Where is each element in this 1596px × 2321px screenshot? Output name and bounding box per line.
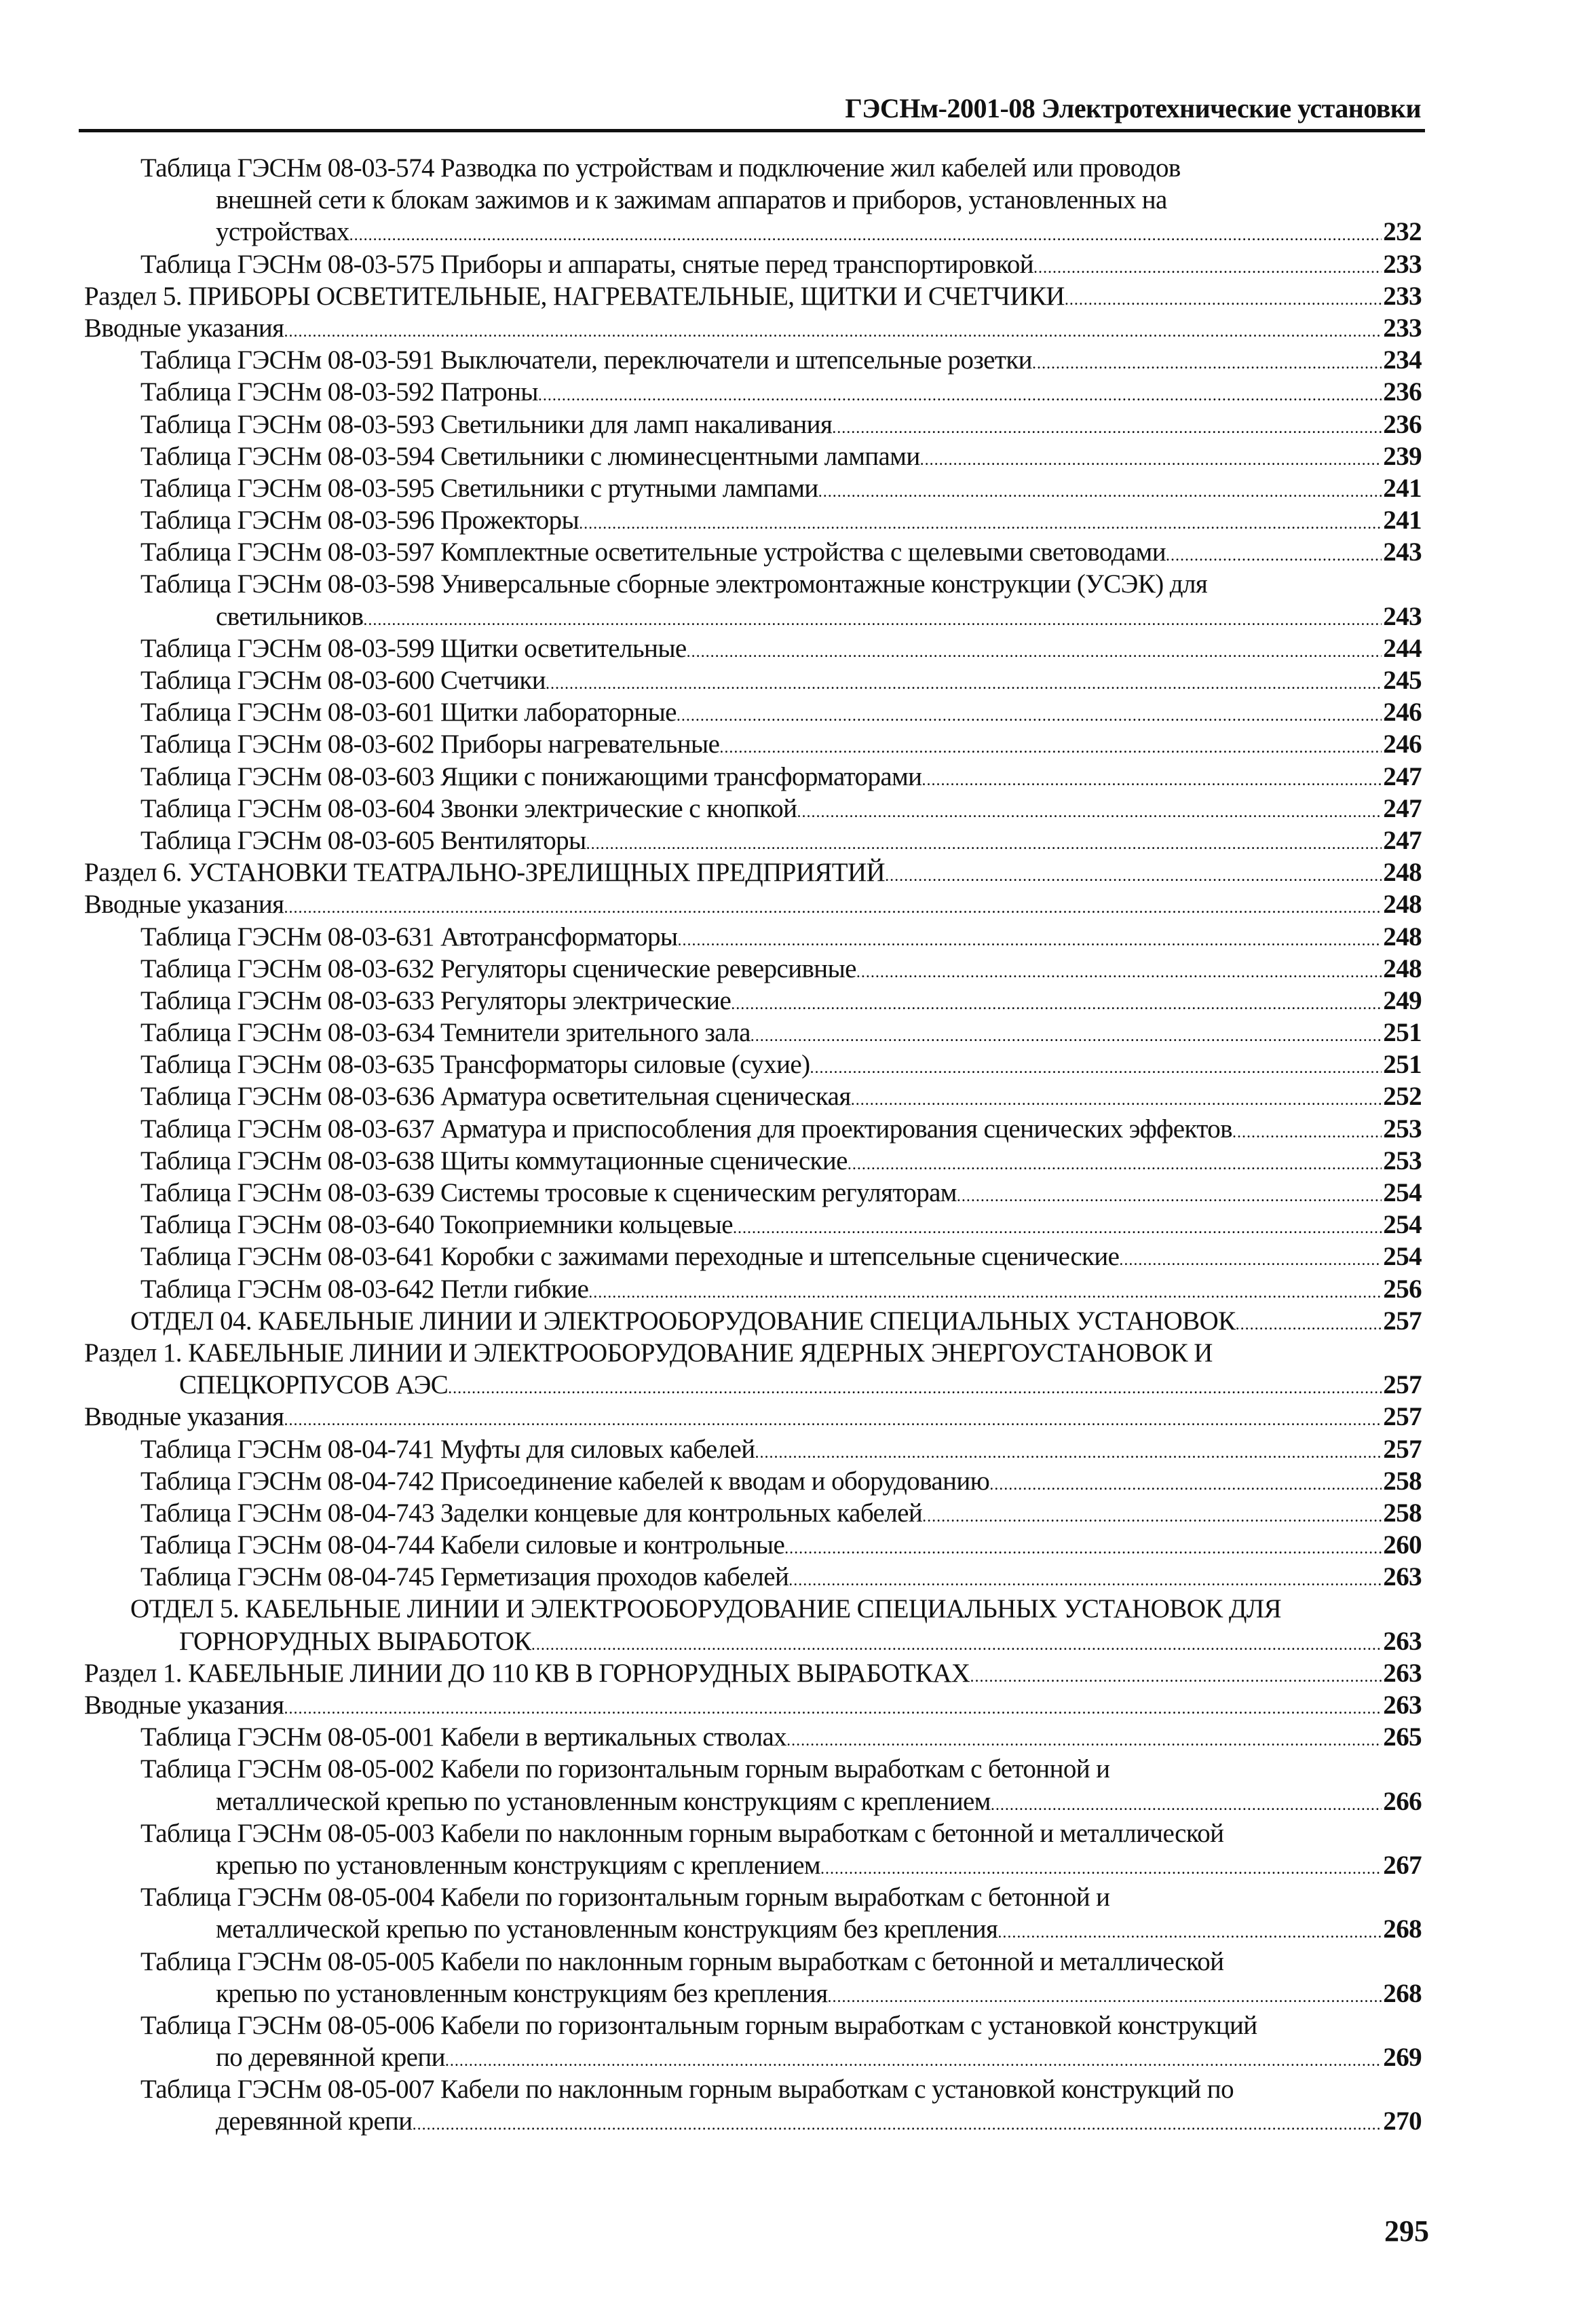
toc-entry-title: Таблица ГЭСНм 08-03-593 Светильники для ламп накаливания: [140, 409, 833, 439]
dot-leader: [786, 1725, 1382, 1757]
toc-entry-line: [0, 1721, 1596, 1753]
toc-entry-title: Таблица ГЭСНм 08-03-601 Щитки лабораторные: [140, 698, 677, 728]
toc-entry-title: Таблица ГЭСНм 08-03-595 Светильники с ртутными лампами: [140, 473, 818, 503]
dot-leader: [750, 1021, 1382, 1053]
toc-entry-line: [0, 1561, 1596, 1593]
dot-leader: [920, 445, 1382, 476]
toc-entry-table[interactable]: [0, 248, 1596, 280]
toc-page-number: 257: [1383, 1402, 1422, 1432]
toc-page-number: 257: [1383, 1370, 1422, 1400]
toc-entry-title: Таблица ГЭСНм 08-05-004 Кабели по горизонтальным горным выработкам с бетонной и: [140, 1883, 1110, 1912]
toc-entry-title: СПЕЦКОРПУСОВ АЭС: [179, 1370, 449, 1400]
dot-leader: [784, 1533, 1382, 1565]
toc-entry-title: светильников: [216, 601, 364, 631]
toc-entry-title: Таблица ГЭСНм 08-04-744 Кабели силовые и контрольные: [140, 1530, 785, 1560]
toc-entry-table[interactable]: [0, 1753, 1596, 1817]
toc-entry-line: [0, 2009, 1596, 2041]
page-number: 295: [1384, 2214, 1429, 2248]
dot-leader: [284, 892, 1382, 924]
toc-entry-line: [0, 1145, 1596, 1177]
toc-entry-title: Таблица ГЭСНм 08-04-741 Муфты для силовых кабелей: [140, 1434, 755, 1464]
dot-leader: [448, 1373, 1382, 1405]
dot-leader: [922, 1501, 1382, 1533]
toc-entry-line: [0, 376, 1596, 408]
toc-entry-title: ОТДЕЛ 04. КАБЕЛЬНЫЕ ЛИНИИ И ЭЛЕКТРООБОРУДОВАНИЕ СПЕЦИАЛЬНЫХ УСТАНОВОК: [130, 1306, 1236, 1336]
toc-entry-line: [0, 1849, 1596, 1881]
toc-page-number: 245: [1383, 666, 1422, 695]
toc-entry-title: Вводные указания: [84, 1402, 284, 1432]
toc-page-number: 253: [1383, 1146, 1422, 1175]
toc-entry-line: [0, 793, 1596, 825]
toc-entry-title: Таблица ГЭСНм 08-03-640 Токоприемники кольцевые: [140, 1210, 733, 1240]
toc-entry-table[interactable]: [0, 696, 1596, 728]
toc-page-number: 266: [1383, 1786, 1422, 1816]
toc-entry-line: [0, 1080, 1596, 1112]
dot-leader: [731, 989, 1382, 1021]
dot-leader: [856, 957, 1382, 989]
toc-page-number: 246: [1383, 698, 1422, 728]
toc-entry-table[interactable]: [0, 761, 1596, 793]
toc-entry-line: [0, 536, 1596, 568]
toc-entry-line: [0, 1209, 1596, 1241]
dot-leader: [957, 1181, 1382, 1213]
toc-entry-line: [0, 1593, 1596, 1625]
toc-entry-title: Таблица ГЭСНм 08-04-745 Герметизация проходов кабелей: [140, 1562, 789, 1592]
dot-leader: [755, 1437, 1382, 1469]
toc-entry-table[interactable]: [0, 1881, 1596, 1945]
toc-page-number: 247: [1383, 761, 1422, 791]
toc-page-number: 254: [1383, 1178, 1422, 1207]
toc-entry-title: Таблица ГЭСНм 08-03-603 Ящики с понижающими трансформаторами: [140, 761, 922, 791]
toc-page-number: 254: [1383, 1210, 1422, 1240]
toc-entry-title: Таблица ГЭСНм 08-03-598 Универсальные сборные электромонтажные конструкции (УСЭК) для: [140, 569, 1208, 599]
toc-page-number: 248: [1383, 954, 1422, 983]
toc-entry-table[interactable]: [0, 1465, 1596, 1497]
toc-entry-table[interactable]: [0, 1433, 1596, 1465]
toc-page-number: 252: [1383, 1082, 1422, 1112]
toc-page-number: 253: [1383, 1114, 1422, 1144]
table-of-contents: [0, 152, 1596, 2138]
dot-leader: [588, 1277, 1382, 1309]
dot-leader: [349, 220, 1382, 252]
toc-entry-table[interactable]: [0, 1721, 1596, 1753]
toc-page-number: 256: [1383, 1274, 1422, 1304]
dot-leader: [1032, 348, 1382, 380]
toc-entry-title: металлической крепью по установленным конструкциям с креплением: [216, 1786, 991, 1816]
dot-leader: [677, 925, 1382, 957]
toc-entry-line: [0, 1465, 1596, 1497]
toc-entry-table[interactable]: [0, 1145, 1596, 1177]
toc-entry-title: Таблица ГЭСНм 08-03-594 Светильники с люминесцентными лампами: [140, 441, 920, 471]
dot-leader: [687, 637, 1382, 668]
dot-leader: [848, 1149, 1382, 1181]
toc-entry-title: крепью по установленным конструкциям с креплением: [216, 1850, 820, 1880]
toc-entry-line: [0, 1978, 1596, 2009]
toc-entry-table[interactable]: [0, 536, 1596, 568]
toc-entry-line: [0, 1881, 1596, 1913]
toc-entry-title: Вводные указания: [84, 313, 284, 343]
toc-entry-title: Таблица ГЭСНм 08-03-600 Счетчики: [140, 666, 546, 695]
toc-entry-line: [0, 1337, 1596, 1369]
toc-entry-title: металлической крепью по установленным конструкциям без крепления: [216, 1914, 998, 1944]
toc-entry-line: [0, 568, 1596, 600]
toc-entry-table[interactable]: [0, 152, 1596, 248]
toc-page-number: 241: [1383, 506, 1422, 535]
dot-leader: [788, 1565, 1382, 1597]
toc-entry-line: [0, 1625, 1596, 1657]
toc-entry-title: Таблица ГЭСНм 08-05-003 Кабели по наклонным горным выработкам с бетонной и металлической: [140, 1818, 1224, 1848]
toc-entry-line: [0, 633, 1596, 664]
toc-page-number: 239: [1383, 441, 1422, 471]
toc-entry-table[interactable]: [0, 2073, 1596, 2137]
toc-page-number: 257: [1383, 1306, 1422, 1336]
toc-entry-table[interactable]: [0, 1113, 1596, 1145]
toc-page-number: 236: [1383, 377, 1422, 407]
toc-entry-title: Таблица ГЭСНм 08-03-636 Арматура осветительная сценическая: [140, 1082, 851, 1112]
toc-entry-table[interactable]: [0, 921, 1596, 953]
toc-entry-title: Таблица ГЭСНм 08-03-638 Щиты коммутационные сценические: [140, 1146, 848, 1175]
toc-entry-title: Раздел 5. ПРИБОРЫ ОСВЕТИТЕЛЬНЫЕ, НАГРЕВАТЕЛЬНЫЕ, ЩИТКИ И СЧЕТЧИКИ: [84, 281, 1065, 311]
toc-entry-title: Таблица ГЭСНм 08-03-631 Автотрансформаторы: [140, 922, 678, 951]
toc-entry-line: [0, 856, 1596, 888]
toc-entry-title: Таблица ГЭСНм 08-03-575 Приборы и аппараты, снятые перед транспортировкой: [140, 249, 1034, 279]
toc-entry-table[interactable]: [0, 953, 1596, 985]
dot-leader: [413, 2109, 1382, 2141]
toc-entry-title: Таблица ГЭСНм 08-05-001 Кабели в вертикальных стволах: [140, 1722, 787, 1752]
dot-leader: [922, 765, 1382, 797]
toc-page-number: 267: [1383, 1850, 1422, 1880]
toc-page-number: 243: [1383, 537, 1422, 567]
toc-entry-table[interactable]: [0, 344, 1596, 376]
dot-leader: [810, 1053, 1382, 1084]
toc-entry-section[interactable]: [0, 312, 1596, 344]
toc-page-number: 263: [1383, 1658, 1422, 1688]
toc-page-number: 248: [1383, 890, 1422, 920]
toc-entry-line: [0, 664, 1596, 696]
toc-entry-section[interactable]: [0, 1337, 1596, 1401]
toc-entry-table[interactable]: [0, 472, 1596, 504]
toc-page-number: 251: [1383, 1050, 1422, 1080]
toc-entry-table[interactable]: [0, 409, 1596, 440]
toc-entry-title: крепью по установленным конструкциям без крепления: [216, 1978, 828, 2008]
toc-entry-line: [0, 921, 1596, 953]
dot-leader: [797, 797, 1382, 829]
toc-entry-line: [0, 152, 1596, 184]
toc-entry-line: [0, 216, 1596, 248]
dot-leader: [284, 316, 1382, 348]
toc-entry-title: внешней сети к блокам зажимов и к зажимам аппаратов и приборов, установленных на: [216, 185, 1167, 215]
toc-entry-table[interactable]: [0, 1273, 1596, 1305]
toc-page-number: 246: [1383, 730, 1422, 759]
toc-entry-table[interactable]: [0, 2009, 1596, 2073]
toc-entry-title: Таблица ГЭСНм 08-04-743 Заделки концевые для контрольных кабелей: [140, 1498, 923, 1528]
toc-entry-title: Таблица ГЭСНм 08-03-641 Коробки с зажимами переходные и штепсельные сценические: [140, 1242, 1120, 1272]
dot-leader: [677, 700, 1382, 732]
header-rule: [79, 129, 1425, 132]
toc-entry-title: деревянной крепи: [216, 2107, 413, 2136]
toc-entry-line: [0, 248, 1596, 280]
toc-entry-title: Таблица ГЭСНм 08-03-599 Щитки осветительные: [140, 633, 687, 663]
toc-entry-line: [0, 1689, 1596, 1721]
toc-entry-line: [0, 440, 1596, 472]
toc-entry-table[interactable]: [0, 1209, 1596, 1241]
dot-leader: [828, 1982, 1382, 2014]
toc-page-number: 263: [1383, 1562, 1422, 1592]
toc-entry-title: ОТДЕЛ 5. КАБЕЛЬНЫЕ ЛИНИИ И ЭЛЕКТРООБОРУДОВАНИЕ СПЕЦИАЛЬНЫХ УСТАНОВОК ДЛЯ: [130, 1594, 1282, 1624]
toc-page-number: 257: [1383, 1434, 1422, 1464]
toc-page-number: 243: [1383, 601, 1422, 631]
toc-entry-table[interactable]: [0, 504, 1596, 536]
toc-entry-line: [0, 312, 1596, 344]
dot-leader: [1065, 284, 1382, 316]
dot-leader: [1033, 252, 1382, 284]
toc-entry-title: Таблица ГЭСНм 08-05-007 Кабели по наклонным горным выработкам с установкой конструкций по: [140, 2075, 1234, 2105]
dot-leader: [970, 1661, 1382, 1693]
toc-entry-title: Таблица ГЭСНм 08-05-006 Кабели по горизонтальным горным выработкам с установкой конструкций: [140, 2010, 1257, 2040]
toc-entry-title: Таблица ГЭСНм 08-03-597 Комплектные осветительные устройства с щелевыми световодами: [140, 537, 1166, 567]
dot-leader: [531, 1629, 1382, 1661]
dot-leader: [579, 508, 1382, 540]
dot-leader: [991, 1790, 1382, 1822]
dot-leader: [284, 1693, 1382, 1725]
toc-entry-title: Таблица ГЭСНм 08-03-639 Системы тросовые к сценическим регуляторам: [140, 1178, 957, 1207]
toc-entry-title: Раздел 1. КАБЕЛЬНЫЕ ЛИНИИ ДО 110 КВ В ГОРНОРУДНЫХ ВЫРАБОТКАХ: [84, 1658, 970, 1688]
toc-entry-line: [0, 728, 1596, 760]
toc-entry-line: [0, 1913, 1596, 1945]
toc-entry-line: [0, 1049, 1596, 1080]
dot-leader: [719, 732, 1382, 764]
toc-entry-title: Таблица ГЭСНм 08-05-002 Кабели по горизонтальным горным выработкам с бетонной и: [140, 1754, 1110, 1784]
toc-entry-line: [0, 1497, 1596, 1529]
toc-page-number: 249: [1383, 985, 1422, 1015]
toc-entry-line: [0, 1786, 1596, 1817]
toc-entry-title: Таблица ГЭСНм 08-03-637 Арматура и приспособления для проектирования сценических эффектов: [140, 1114, 1232, 1144]
toc-entry-line: [0, 761, 1596, 793]
dot-leader: [538, 380, 1382, 412]
toc-entry-line: [0, 280, 1596, 312]
toc-entry-table[interactable]: [0, 1177, 1596, 1209]
toc-entry-line: [0, 1273, 1596, 1305]
toc-entry-line: [0, 1241, 1596, 1272]
toc-page-number: 268: [1383, 1978, 1422, 2008]
toc-page-number: 268: [1383, 1914, 1422, 1944]
toc-page-number: 236: [1383, 409, 1422, 439]
dot-leader: [445, 2045, 1382, 2077]
toc-entry-section[interactable]: [0, 888, 1596, 920]
toc-entry-title: Таблица ГЭСНм 08-03-604 Звонки электрические с кнопкой: [140, 793, 797, 823]
toc-page-number: 247: [1383, 825, 1422, 855]
toc-entry-section[interactable]: [0, 856, 1596, 888]
toc-page-number: 233: [1383, 313, 1422, 343]
toc-entry-title: Таблица ГЭСНм 08-03-634 Темнители зрительного зала: [140, 1018, 750, 1048]
toc-page-number: 232: [1383, 217, 1422, 247]
dot-leader: [1236, 1309, 1382, 1341]
toc-entry-title: ГОРНОРУДНЫХ ВЫРАБОТОК: [179, 1626, 531, 1656]
dot-leader: [1166, 540, 1382, 572]
toc-entry-line: [0, 1753, 1596, 1785]
toc-entry-line: [0, 2073, 1596, 2105]
toc-entry-section[interactable]: [0, 280, 1596, 312]
toc-page-number: 254: [1383, 1242, 1422, 1272]
toc-entry-table[interactable]: [0, 633, 1596, 664]
toc-page-number: 247: [1383, 793, 1422, 823]
toc-entry-title: Таблица ГЭСНм 08-04-742 Присоединение кабелей к вводам и оборудованию: [140, 1466, 990, 1496]
toc-page-number: 248: [1383, 858, 1422, 888]
toc-page-number: 270: [1383, 2107, 1422, 2136]
toc-entry-table[interactable]: [0, 664, 1596, 696]
toc-entry-table[interactable]: [0, 985, 1596, 1017]
toc-page-number: 233: [1383, 249, 1422, 279]
toc-page-number: 248: [1383, 922, 1422, 951]
toc-page-number: 258: [1383, 1498, 1422, 1528]
toc-entry-line: [0, 184, 1596, 216]
toc-entry-title: Таблица ГЭСНм 08-03-605 Вентиляторы: [140, 825, 586, 855]
toc-entry-table[interactable]: [0, 1946, 1596, 2009]
toc-entry-section[interactable]: [0, 1657, 1596, 1689]
toc-entry-title: Таблица ГЭСНм 08-03-596 Прожекторы: [140, 506, 580, 535]
toc-entry-table[interactable]: [0, 1817, 1596, 1881]
toc-entry-title: по деревянной крепи: [216, 2043, 445, 2073]
toc-entry-line: [0, 2105, 1596, 2137]
dot-leader: [885, 861, 1382, 892]
toc-entry-line: [0, 409, 1596, 440]
toc-entry-section[interactable]: [0, 1689, 1596, 1721]
toc-entry-table[interactable]: [0, 376, 1596, 408]
toc-entry-line: [0, 825, 1596, 856]
toc-page-number: 260: [1383, 1530, 1422, 1560]
toc-entry-line: [0, 2041, 1596, 2073]
toc-entry-title: Таблица ГЭСНм 08-03-642 Петли гибкие: [140, 1274, 589, 1304]
toc-page-number: 241: [1383, 473, 1422, 503]
toc-entry-title: Таблица ГЭСНм 08-03-633 Регуляторы электрические: [140, 985, 732, 1015]
toc-page-number: 233: [1383, 281, 1422, 311]
toc-entry-title: Таблица ГЭСНм 08-03-591 Выключатели, переключатели и штепсельные розетки: [140, 345, 1032, 375]
toc-entry-table[interactable]: [0, 1017, 1596, 1049]
toc-entry-line: [0, 985, 1596, 1017]
toc-entry-title: Вводные указания: [84, 1691, 284, 1720]
toc-entry-table[interactable]: [0, 793, 1596, 825]
toc-entry-line: [0, 504, 1596, 536]
dot-leader: [818, 476, 1382, 508]
toc-entry-line: [0, 1946, 1596, 1978]
toc-entry-title: Раздел 6. УСТАНОВКИ ТЕАТРАЛЬНО-ЗРЕЛИЩНЫХ ПРЕДПРИЯТИЙ: [84, 858, 886, 888]
toc-entry-table[interactable]: [0, 1497, 1596, 1529]
toc-entry-line: [0, 472, 1596, 504]
dot-leader: [1119, 1245, 1382, 1277]
dot-leader: [832, 413, 1382, 445]
toc-entry-table[interactable]: [0, 1049, 1596, 1080]
toc-entry-table[interactable]: [0, 728, 1596, 760]
toc-entry-title: Раздел 1. КАБЕЛЬНЫЕ ЛИНИИ И ЭЛЕКТРООБОРУДОВАНИЕ ЯДЕРНЫХ ЭНЕРГОУСТАНОВОК И: [84, 1338, 1213, 1367]
toc-entry-line: [0, 1529, 1596, 1561]
toc-entry-line: [0, 1657, 1596, 1689]
dot-leader: [989, 1469, 1382, 1501]
toc-entry-title: Таблица ГЭСНм 08-03-574 Разводка по устройствам и подключение жил кабелей или проводов: [140, 153, 1181, 183]
dot-leader: [586, 829, 1382, 861]
toc-entry-table[interactable]: [0, 1529, 1596, 1561]
toc-page-number: 258: [1383, 1466, 1422, 1496]
toc-entry-section[interactable]: [0, 1401, 1596, 1433]
toc-entry-line: [0, 1017, 1596, 1049]
toc-entry-title: Таблица ГЭСНм 08-03-602 Приборы нагревательные: [140, 730, 720, 759]
toc-entry-line: [0, 1305, 1596, 1337]
toc-entry-line: [0, 1817, 1596, 1849]
toc-entry-table[interactable]: [0, 1080, 1596, 1112]
toc-entry-table[interactable]: [0, 568, 1596, 632]
toc-entry-line: [0, 601, 1596, 633]
toc-entry-division[interactable]: [0, 1305, 1596, 1337]
dot-leader: [284, 1405, 1382, 1437]
toc-page-number: 265: [1383, 1722, 1422, 1752]
dot-leader: [546, 668, 1382, 700]
toc-entry-title: Таблица ГЭСНм 08-03-632 Регуляторы сценические реверсивные: [140, 954, 856, 983]
toc-entry-table[interactable]: [0, 825, 1596, 856]
toc-entry-title: Таблица ГЭСНм 08-05-005 Кабели по наклонным горным выработкам с бетонной и металлической: [140, 1946, 1224, 1976]
toc-page-number: 263: [1383, 1691, 1422, 1720]
dot-leader: [1232, 1117, 1382, 1149]
toc-entry-line: [0, 953, 1596, 985]
toc-entry-line: [0, 344, 1596, 376]
toc-entry-table[interactable]: [0, 1241, 1596, 1272]
running-header: ГЭСНм-2001-08 Электротехнические установки: [845, 93, 1421, 124]
toc-entry-title: Таблица ГЭСНм 08-03-635 Трансформаторы силовые (сухие): [140, 1050, 810, 1080]
toc-entry-table[interactable]: [0, 1561, 1596, 1593]
toc-entry-line: [0, 1177, 1596, 1209]
toc-entry-division[interactable]: [0, 1593, 1596, 1657]
toc-entry-title: Таблица ГЭСНм 08-03-592 Патроны: [140, 377, 538, 407]
toc-entry-line: [0, 1369, 1596, 1401]
toc-page-number: 251: [1383, 1018, 1422, 1048]
toc-entry-title: Вводные указания: [84, 890, 284, 920]
dot-leader: [851, 1084, 1382, 1116]
toc-entry-line: [0, 1433, 1596, 1465]
toc-page-number: 269: [1383, 2043, 1422, 2073]
toc-entry-line: [0, 1113, 1596, 1145]
dot-leader: [363, 605, 1382, 637]
toc-entry-line: [0, 888, 1596, 920]
dot-leader: [998, 1917, 1382, 1949]
dot-leader: [733, 1213, 1382, 1245]
toc-page-number: 263: [1383, 1626, 1422, 1656]
dot-leader: [820, 1853, 1382, 1885]
toc-entry-table[interactable]: [0, 440, 1596, 472]
toc-page-number: 234: [1383, 345, 1422, 375]
toc-page-number: 244: [1383, 633, 1422, 663]
toc-entry-line: [0, 1401, 1596, 1433]
toc-entry-line: [0, 696, 1596, 728]
toc-entry-title: устройствах: [216, 217, 349, 247]
